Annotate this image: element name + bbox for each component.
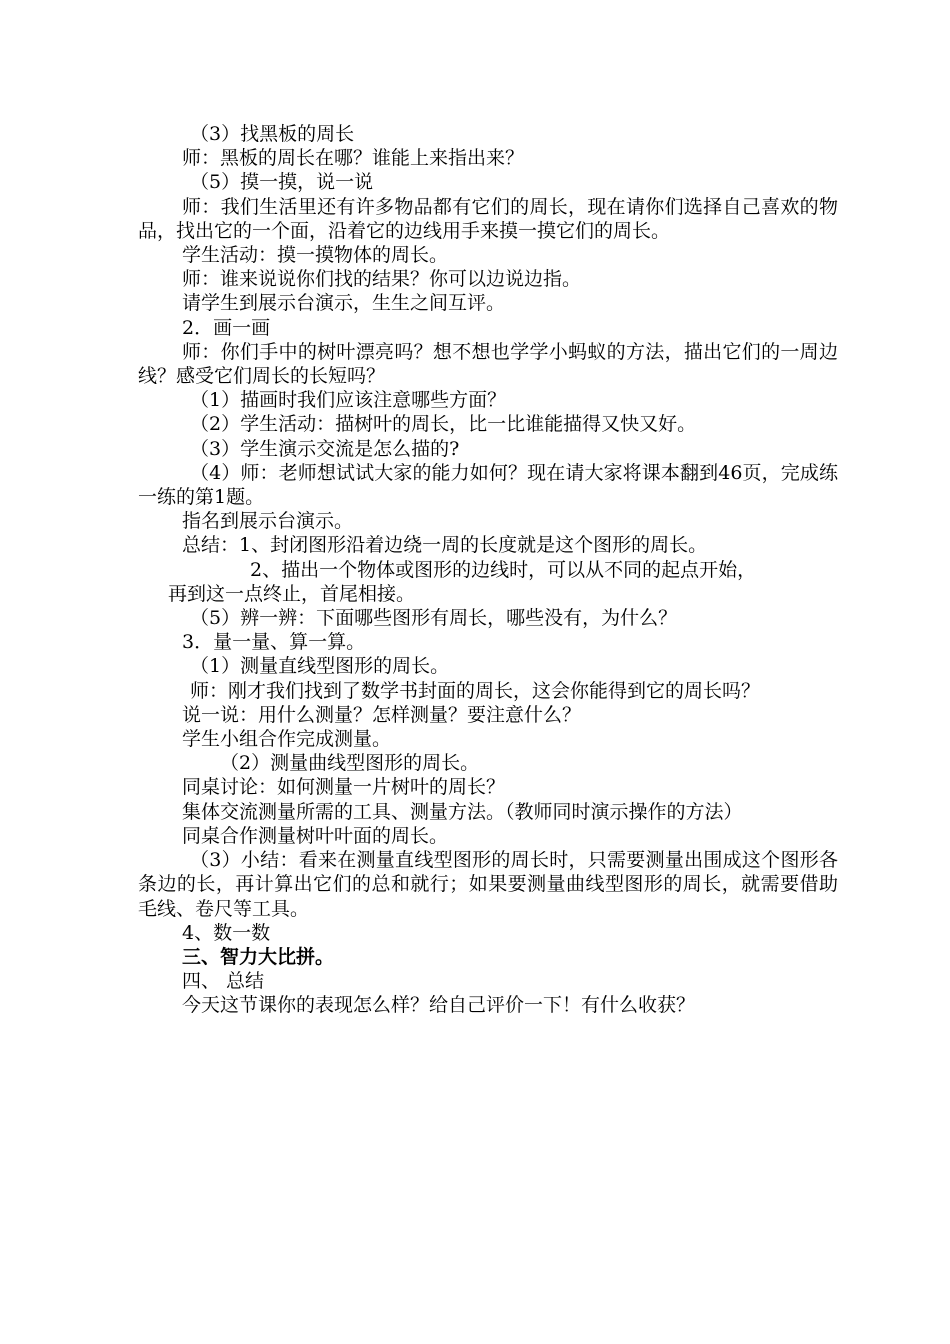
group-measure: 学生小组合作完成测量。 bbox=[182, 728, 392, 751]
teacher-instruction-touch: 师：我们生活里还有许多物品都有它们的周长，现在请你们选择自己喜欢的物品，找出它的一个面，沿着它的边线用手来摸一摸它们的周长。 bbox=[138, 195, 838, 242]
desk-mate-discussion: 同桌讨论：如何测量一片树叶的周长？ bbox=[182, 776, 506, 799]
desk-mate-measure-leaf: 同桌合作测量树叶叶面的周长。 bbox=[182, 824, 449, 847]
step-find-blackboard-perimeter: （3）找黑板的周长 bbox=[190, 123, 355, 145]
step-touch-and-say: （5）摸一摸，说一说 bbox=[190, 171, 374, 194]
step-draw-leaf-activity: （2）学生活动：描树叶的周长，比一比谁能描得又快又好。 bbox=[190, 413, 697, 436]
document-body bbox=[138, 122, 838, 1018]
step-measure-curved: （2）测量曲线型图形的周长。 bbox=[220, 752, 480, 775]
summary-point-2-cont: 再到这一点终止，首尾相接。 bbox=[168, 582, 416, 605]
summary-point-1: 总结：1、封闭图形沿着边绕一周的长度就是这个图形的周长。 bbox=[182, 534, 708, 557]
section-measure: 3．量一量、算一算。 bbox=[182, 631, 366, 654]
section-count: 4、数一数 bbox=[182, 921, 271, 944]
say-how-to-measure: 说一说：用什么测量？怎样测量？要注意什么？ bbox=[182, 703, 582, 726]
demo-at-stage: 指名到展示台演示。 bbox=[182, 510, 354, 533]
teacher-question-book-cover: 师：刚才我们找到了数学书封面的周长，这会你能得到它的周长吗？ bbox=[190, 679, 761, 702]
step-summary-measure: （3）小结：看来在测量直线型图形的周长时，只需要测量出围成这个图形各条边的长，再计算出它们的总和就行；如果要测量曲线型图形的周长，就需要借助毛线、卷尺等工具。 bbox=[138, 849, 838, 920]
class-share-tools: 集体交流测量所需的工具、测量方法。（教师同时演示操作的方法） bbox=[182, 800, 743, 823]
summary-point-2: 2、描出一个物体或图形的边线时，可以从不同的起点开始， bbox=[250, 558, 757, 581]
student-activity-touch: 学生活动：摸一摸物体的周长。 bbox=[182, 244, 449, 267]
student-demo-review: 请学生到展示台演示，生生之间互评。 bbox=[182, 292, 506, 315]
step-textbook-exercise: （4）师：老师想试试大家的能力如何？现在请大家将课本翻到46页，完成练一练的第1题。 bbox=[138, 461, 838, 509]
step-draw-attention: （1）描画时我们应该注意哪些方面？ bbox=[190, 389, 507, 412]
section-draw: 2．画一画 bbox=[182, 316, 271, 339]
step-measure-straight: （1）测量直线型图形的周长。 bbox=[190, 655, 450, 678]
section-three-heading: 三、智力大比拼。 bbox=[182, 945, 335, 968]
section-four-heading: 四、 总结 bbox=[182, 970, 265, 993]
step-draw-demo: （3）学生演示交流是怎么描的? bbox=[190, 437, 460, 460]
closing-question: 今天这节课你的表现怎么样？给自己评价一下！有什么收获？ bbox=[182, 994, 696, 1017]
teacher-question-blackboard: 师：黑板的周长在哪？谁能上来指出来？ bbox=[182, 147, 525, 170]
teacher-question-leaves: 师：你们手中的树叶漂亮吗？想不想也学学小蚂蚁的方法，描出它们的一周边线？感受它们周长的长短吗？ bbox=[138, 340, 838, 388]
step-distinguish: （5）辨一辨：下面哪些图形有周长，哪些没有，为什么？ bbox=[190, 607, 678, 630]
teacher-question-results: 师：谁来说说你们找的结果？你可以边说边指。 bbox=[182, 268, 582, 291]
